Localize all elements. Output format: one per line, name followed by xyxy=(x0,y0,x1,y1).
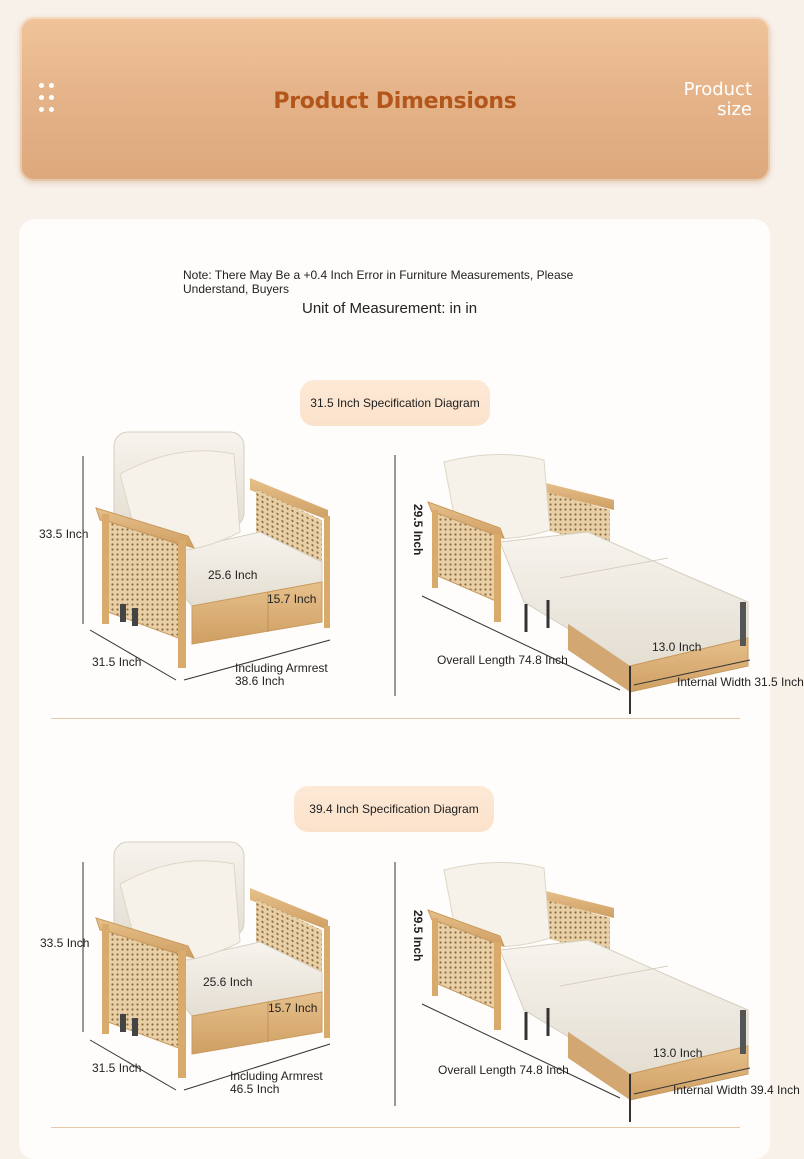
section-divider xyxy=(51,718,740,719)
chair-width-line2: 38.6 Inch xyxy=(235,674,285,688)
bed-back-height-label: 29.5 Inch xyxy=(411,910,425,962)
page-title: Product Dimensions xyxy=(273,89,517,114)
unit-label: Unit of Measurement: in in xyxy=(302,300,478,317)
chair-width-line1: Including Armrest xyxy=(235,661,328,675)
banner-subtitle-line2: size xyxy=(717,99,752,120)
section-label: 31.5 Inch Specification Diagram xyxy=(310,396,480,410)
chair-width-line2: 46.5 Inch xyxy=(230,1082,280,1096)
chair-width-label xyxy=(230,1070,323,1096)
chair-seat-width-label: 25.6 Inch xyxy=(208,568,258,582)
bed-length-label: Overall Length 74.8 Inch xyxy=(438,1063,569,1077)
section-label-pill xyxy=(294,786,494,832)
chair-seat-width-label: 25.6 Inch xyxy=(203,975,253,989)
chair-seat-height-label: 15.7 Inch xyxy=(268,1001,318,1015)
bed-back-height-label: 29.5 Inch xyxy=(411,504,425,556)
chair-width-line1: Including Armrest xyxy=(230,1069,323,1083)
section-label-pill xyxy=(300,380,490,426)
bed-internal-width-label: Internal Width 31.5 Inch xyxy=(677,675,804,689)
chair-height-label: 33.5 Inch xyxy=(39,527,89,541)
chair-depth-label: 31.5 Inch xyxy=(92,1061,142,1075)
section-label: 39.4 Inch Specification Diagram xyxy=(309,802,479,816)
chair-depth-label: 31.5 Inch xyxy=(92,655,142,669)
section-divider xyxy=(51,1127,740,1128)
bed-length-label: Overall Length 74.8 Inch xyxy=(437,653,568,667)
chair-width-label xyxy=(235,662,328,688)
banner-subtitle-line1: Product xyxy=(683,79,752,100)
error-note: Note: There May Be a +0.4 Inch Error in Furniture Measurements, Please Understand, Buyers xyxy=(183,268,574,296)
bed-internal-width-label: Internal Width 39.4 Inch xyxy=(673,1083,800,1097)
bed-height-label: 13.0 Inch xyxy=(652,640,702,654)
chair-seat-height-label: 15.7 Inch xyxy=(267,592,317,606)
chair-height-label: 33.5 Inch xyxy=(40,936,90,950)
bed-height-label: 13.0 Inch xyxy=(653,1046,703,1060)
